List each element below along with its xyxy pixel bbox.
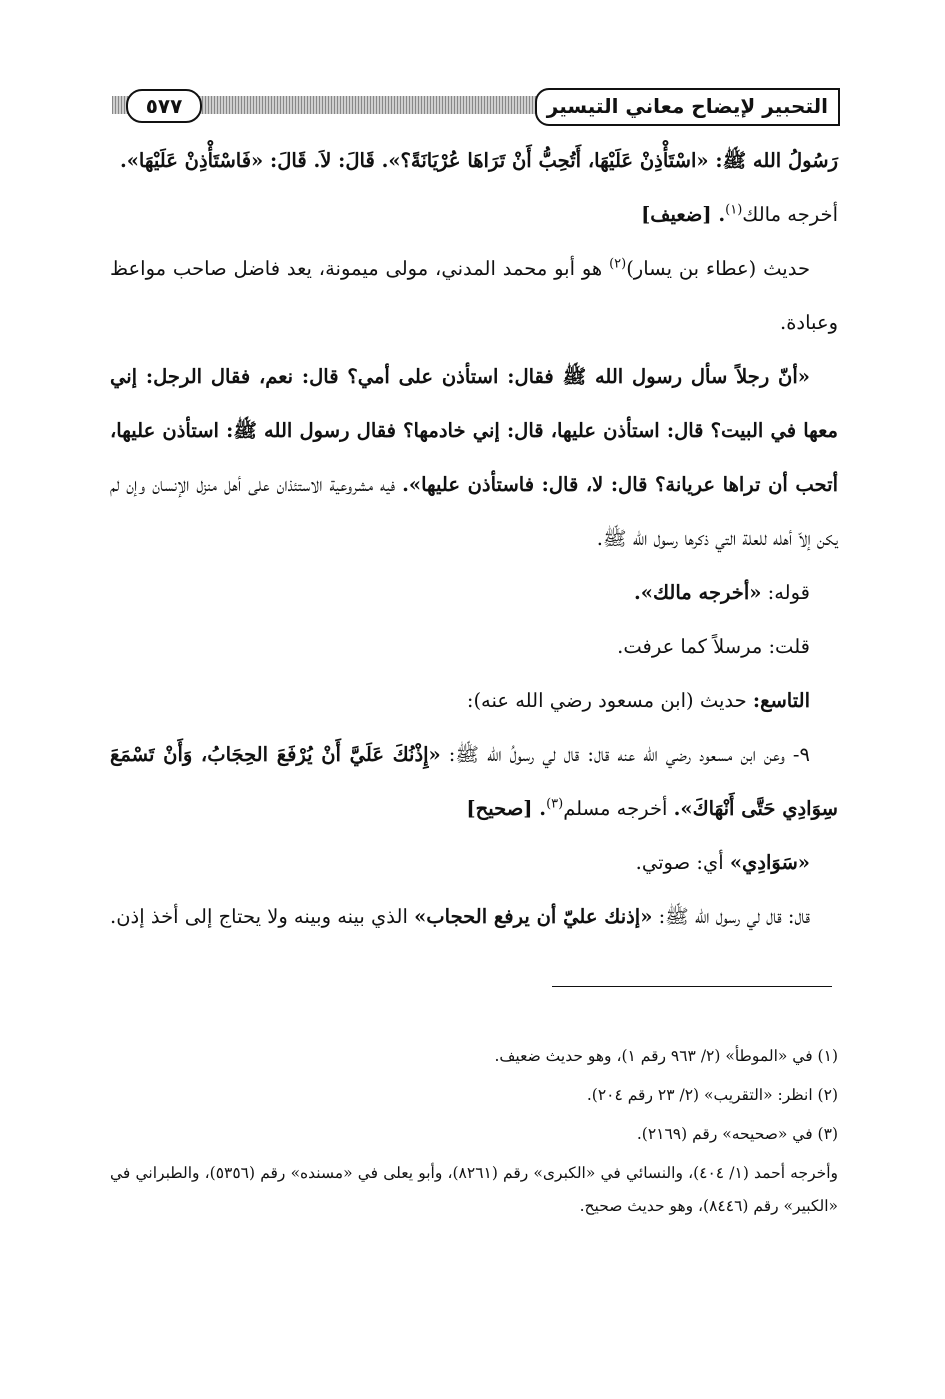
paragraph-hadith-end: رَسُولُ الله ﷺ: «اسْتَأْذِنْ عَلَيْهَا، أَتُحِبُّ أَنْ تَرَاهَا عُرْيَانَةً؟». قَالَ: لاَ. قَالَ: «فَاسْتَأْذِنْ عَلَيْهَا». (119, 149, 838, 172)
paragraph-takhrij: أخرجه مالك$^{(١)}$. [ضعيف] (641, 202, 838, 226)
paragraph-commentary: «أنّ رجلاً سأل رسول الله ﷺ فقال: استأذن على أمي؟ قال: نعم، فقال الرجل: إني معها في البيت؟ قال: استأذن عليها، قال: إني خادمها؟ فقال رسول الله ﷺ: استأذن عليها، أتحب أن تراها عريانة؟ قال: لا، قال: فاستأذن عليها». فيه مشروعية الاستئذان على أهل منزل الإنسان وإن لم يكن إلاّ أهله للعلة التي ذكرها رسول الله ﷺ. (110, 365, 838, 550)
paragraph-qultu: قلت: مرسلاً كما عرفت. (617, 635, 810, 658)
footnote-3-continued: وأخرجه أحمد (١/ ٤٠٤)، والنسائي في «الكبرى» رقم (٨٢٦١)، وأبو يعلى في «مسنده» رقم (٥٣٥٦)، والطبراني في «الكبير» رقم (٨٤٤٦)، وهو حديث صحيح. (110, 1164, 838, 1215)
main-text (110, 134, 838, 944)
page-number: ٥٧٧ (126, 89, 202, 123)
paragraph-explanation: قال: قال لي رسول الله ﷺ: «إذنك عليّ أن يرفع الحجاب» الذي بينه وبينه ولا يحتاج إلى أخذ إذن. (110, 905, 810, 928)
footnote-ref-1[interactable]: (١) (725, 202, 743, 218)
paragraph-qawluhu: قوله: «أخرجه مالك». (633, 581, 810, 604)
footnote-3: (٣) في «صحيحه» رقم (٢١٦٩). (636, 1125, 838, 1143)
footnote-ref-2[interactable]: (٢) (609, 256, 627, 272)
paragraph-ninth: التاسع: حديث (ابن مسعود رضي الله عنه): (466, 689, 810, 712)
footnote-2: (٢) انظر: «التقريب» (٢/ ٢٣ رقم ٢٠٤). (586, 1086, 838, 1104)
paragraph-hadith-9: ٩- وعن ابن مسعود رضي الله عنه قال: قال لي رسولُ الله ﷺ: «إِذْنُكَ عَلَيَّ أَنْ يُرْفَعَ الحِجَابُ، وَأَنْ تَسْمَعَ سِوَادِي حَتَّى أَنْهَاكَ». أخرجه مسلم$^{(٣)}$. [صحيح] (110, 743, 838, 820)
footnote-1: (١) في «الموطأ» (٢/ ٩٦٣ رقم ١)، وهو حديث ضعيف. (494, 1047, 838, 1065)
paragraph-sawadi: «سَوَادِي» أي: صوتي. (635, 851, 810, 874)
footnote-ref-3[interactable]: (٣) (546, 796, 564, 812)
page-header (112, 88, 840, 124)
paragraph-ata: حديث (عطاء بن يسار)$^{(٢)}$ هو أبو محمد المدني، مولى ميمونة، يعد فاضل صاحب مواعظ وعبادة. (110, 256, 838, 334)
footnotes (110, 1040, 838, 1223)
footnote-separator (552, 986, 832, 987)
book-title: التحبير لإيضاح معاني التيسير (535, 88, 840, 126)
